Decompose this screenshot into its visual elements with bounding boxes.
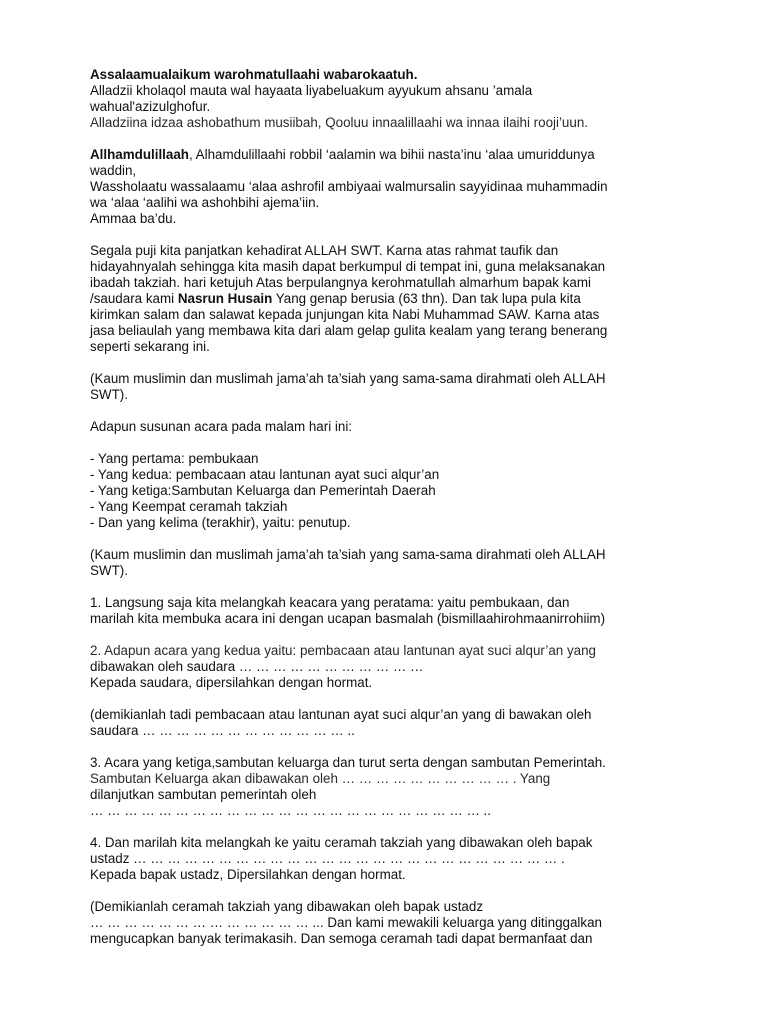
agenda-item: - Dan yang kelima (terakhir), yaitu: penutup.: [90, 515, 351, 530]
agenda-item: - Yang Keempat ceramah takziah: [90, 499, 288, 514]
text-line: (Demikianlah ceramah takziah yang dibawakan oleh bapak ustadz: [90, 899, 484, 914]
text-line: marilah kita membuka acara ini dengan ucapan basmalah (bismillaahirohmaanirrohiim): [90, 611, 606, 626]
text-line: Alladziina idzaa ashobathum musiibah, Qooluu innaalillaahi wa innaa ilaihi rooji’uun.: [90, 115, 588, 130]
text-line: 3. Acara yang ketiga,sambutan keluarga dan turut serta dengan sambutan Pemerintah.: [90, 755, 606, 770]
text-line: Kepada saudara, dipersilahkan dengan hormat.: [90, 675, 373, 690]
text-line: 2. Adapun acara yang kedua yaitu: pembacaan atau lantunan ayat suci alqur’an yang: [90, 643, 596, 658]
text-line: kirimkan salam dan salawat kepada junjungan kita Nabi Muhammad SAW. Karna atas: [90, 307, 600, 322]
greeting-line: Assalaamualaikum warohmatullaahi wabarokaatuh.: [90, 67, 418, 82]
text-line: Ammaa ba’du.: [90, 211, 177, 226]
text-line: Alladzii kholaqol mauta wal hayaata liyabeluakum ayyukum ahsanu ’amala: [90, 83, 533, 98]
text-line: Kepada bapak ustadz, Dipersilahkan dengan hormat.: [90, 867, 406, 882]
text-line: saudara … … … … … … … … … … … … ..: [90, 723, 355, 738]
text-line: (Kaum muslimin dan muslimah jama’ah ta’siah yang sama-sama dirahmati oleh ALLAH: [90, 371, 606, 386]
text-line: dilanjutkan sambutan pemerintah oleh: [90, 787, 317, 802]
text-line: ibadah takziah. hari ketujuh Atas berpulangnya kerohmatullah almarhum bapak kami: [90, 275, 591, 290]
text-line: SWT).: [90, 563, 128, 578]
text-line: … … … … … … … … … … … … … … … … … … … … … … … ..: [90, 803, 491, 818]
text-line: hidayahnyalah sehingga kita masih dapat berkumpul di tempat ini, guna melaksanakan: [90, 259, 606, 274]
text-line: dibawakan oleh saudara … … … … … … … … … … …: [90, 659, 424, 674]
document-body: [90, 67, 690, 947]
text-line: jasa beliaulah yang membawa kita dari alam gelap gulita kealam yang terang benerang: [90, 323, 608, 338]
text-line: Sambutan Keluarga akan dibawakan oleh … … … … … … … … … … . Yang: [90, 771, 551, 786]
agenda-item: - Yang kedua: pembacaan atau lantunan ayat suci alqur’an: [90, 467, 440, 482]
text-line: Segala puji kita panjatkan kehadirat ALLAH SWT. Karna atas rahmat taufik dan: [90, 243, 559, 258]
text-line: Wassholaatu wassalaamu ‘alaa ashrofil ambiyaai walmursalin sayyidinaa muhammadin: [90, 179, 608, 194]
text-line: 4. Dan marilah kita melangkah ke yaitu ceramah takziah yang dibawakan oleh bapak: [90, 835, 593, 850]
text-line: mengucapkan banyak terimakasih. Dan semoga ceramah tadi dapat bermanfaat dan: [90, 931, 593, 946]
deceased-name-line: /saudara kami Nasrun Husain Yang genap berusia (63 thn). Dan tak lupa pula kita: [90, 291, 581, 306]
praise-line: Allhamdulillaah, Alhamdulillaahi robbil ‘aalamin wa bihii nasta’inu ‘alaa umuriddunya: [90, 147, 595, 162]
agenda-heading: Adapun susunan acara pada malam hari ini:: [90, 419, 353, 434]
agenda-item: - Yang pertama: pembukaan: [90, 451, 259, 466]
text-line: SWT).: [90, 387, 128, 402]
text-line: wa ‘alaa ‘aalihi wa ashohbihi ajema’iin.: [90, 195, 320, 210]
text-line: … … … … … … … … … … … … … ... Dan kami mewakili keluarga yang ditinggalkan: [90, 915, 602, 930]
text-line: (demikianlah tadi pembacaan atau lantunan ayat suci alqur’an yang di bawakan oleh: [90, 707, 592, 722]
text-line: 1. Langsung saja kita melangkah keacara yang peratama: yaitu pembukaan, dan: [90, 595, 570, 610]
text-line: ustadz … … … … … … … … … … … … … … … … … … … … … … … … … .: [90, 851, 565, 866]
text-line: waddin,: [90, 163, 137, 178]
text-line: seperti sekarang ini.: [90, 339, 210, 354]
text-line: wahual'azizulghofur.: [90, 99, 211, 114]
agenda-item: - Yang ketiga:Sambutan Keluarga dan Pemerintah Daerah: [90, 483, 436, 498]
text-line: (Kaum muslimin dan muslimah jama’ah ta’siah yang sama-sama dirahmati oleh ALLAH: [90, 547, 606, 562]
